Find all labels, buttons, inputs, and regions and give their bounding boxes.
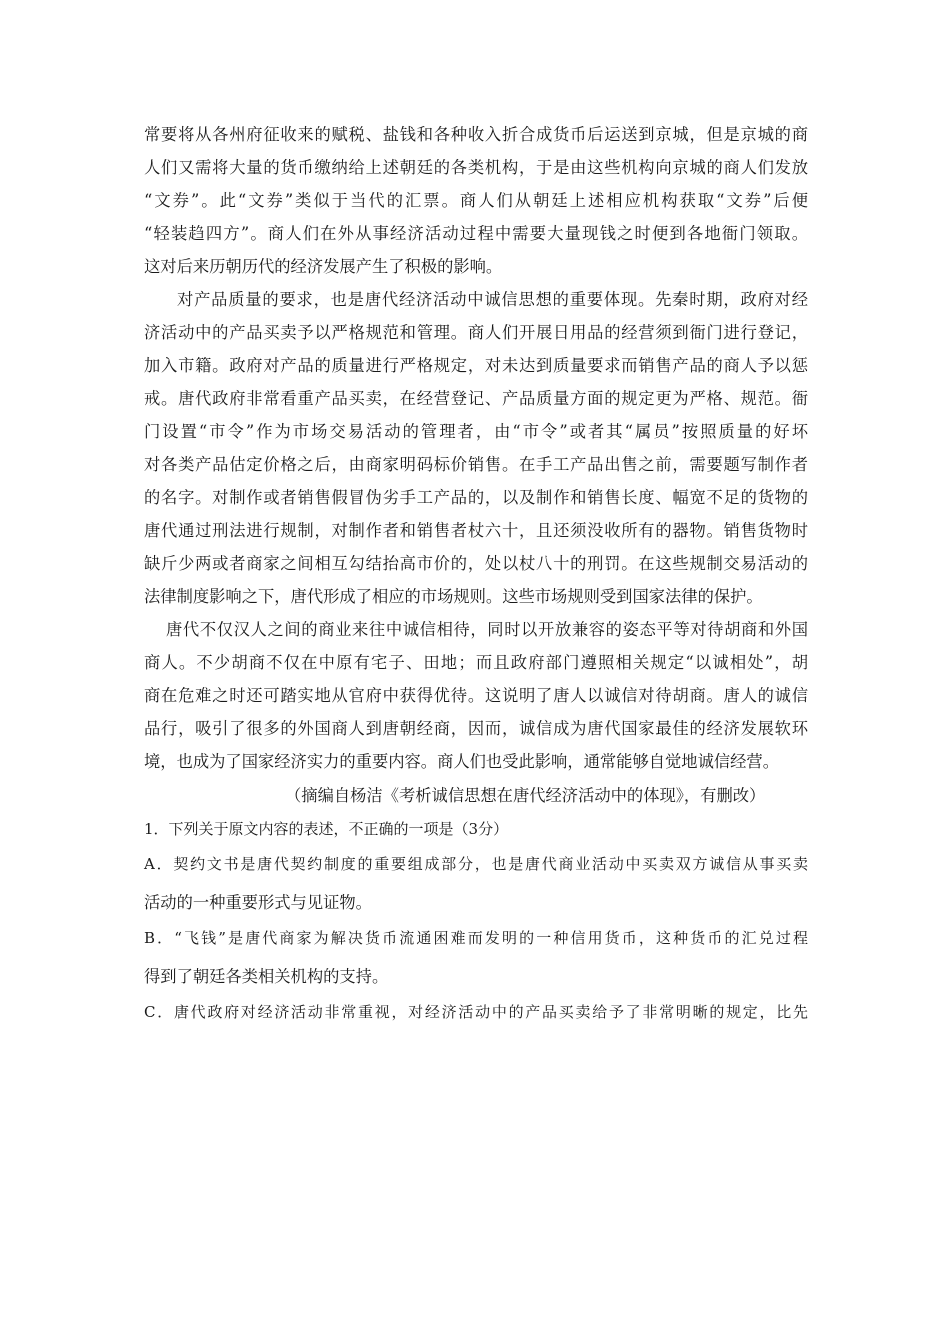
paragraph-3 [144, 613, 808, 778]
paragraph-line: 济活动中的产品买卖予以严格规范和管理。商人们开展日用品的经营须到衙门进行登记， [144, 323, 808, 342]
document-page [144, 118, 808, 1028]
paragraph-line: 唐代不仅汉人之间的商业来往中诚信相待，同时以开放兼容的姿态平等对待胡商和外国 [166, 620, 808, 639]
paragraph-line: 对各类产品估定价格之后，由商家明码标价销售。在手工产品出售之前，需要题写制作者 [144, 455, 808, 474]
option-line: 活动的一种重要形式与见证物。 [144, 893, 372, 912]
paragraph-line: “文券”。此“文券”类似于当代的汇票。商人们从朝廷上述相应机构获取“文券”后便 [144, 191, 808, 210]
option-line: 得到了朝廷各类相关机构的支持。 [144, 967, 389, 986]
source-citation: （摘编自杨洁《考析诚信思想在唐代经济活动中的体现》，有删改） [285, 786, 766, 805]
option-a [144, 849, 808, 919]
paragraph-line: 商在危难之时还可踏实地从官府中获得优待。这说明了唐人以诚信对待胡商。唐人的诚信 [144, 686, 808, 705]
paragraph-line: 境，也成为了国家经济实力的重要内容。商人们也受此影响，通常能够自觉地诚信经营。 [144, 752, 779, 771]
paragraph-line: 的名字。对制作或者销售假冒伪劣手工产品的，以及制作和销售长度、幅宽不足的货物的 [144, 488, 808, 507]
paragraph-line: 常要将从各州府征收来的赋税、盐钱和各种收入折合成货币后运送到京城，但是京城的商 [144, 125, 808, 144]
paragraph-line: 唐代通过刑法进行规制，对制作者和销售者杖六十，且还须没收所有的器物。销售货物时 [144, 521, 808, 540]
question-1 [144, 814, 808, 1028]
paragraph-line: 戒。唐代政府非常看重产品买卖，在经营登记、产品质量方面的规定更为严格、规范。衙 [144, 389, 808, 408]
paragraph-line: 加入市籍。政府对产品的质量进行严格规定，对未达到质量要求而销售产品的商人予以惩 [144, 356, 808, 375]
option-line: A．契约文书是唐代契约制度的重要组成部分，也是唐代商业活动中买卖双方诚信从事买卖 [144, 855, 808, 873]
paragraph-1 [144, 118, 808, 283]
paragraph-line: 门设置“市令”作为市场交易活动的管理者，由“市令”或者其“属员”按照质量的好坏 [144, 422, 808, 441]
paragraph-line: 法律制度影响之下，唐代形成了相应的市场规则。这些市场规则受到国家法律的保护。 [144, 587, 763, 606]
paragraph-line: 品行，吸引了很多的外国商人到唐朝经商，因而，诚信成为唐代国家最佳的经济发展软环 [144, 719, 808, 738]
paragraph-line: 人们又需将大量的货币缴纳给上述朝廷的各类机构，于是由这些机构向京城的商人们发放 [144, 158, 808, 177]
option-line: C．唐代政府对经济活动非常重视，对经济活动中的产品买卖给予了非常明晰的规定，比先 [144, 1003, 808, 1021]
paragraph-2 [144, 283, 808, 613]
option-line: B．“飞钱”是唐代商家为解决货币流通困难而发明的一种信用货币，这种货币的汇兑过程 [144, 929, 808, 947]
paragraph-line: 商人。不少胡商不仅在中原有宅子、田地；而且政府部门遵照相关规定“以诚相处”，胡 [144, 653, 808, 672]
option-b [144, 923, 808, 993]
paragraph-line: “轻装趋四方”。商人们在外从事经济活动过程中需要大量现钱之时便到各地衙门领取。 [144, 224, 808, 243]
question-stem: 1．下列关于原文内容的表述，不正确的一项是（3分） [144, 820, 509, 838]
paragraph-line: 这对后来历朝历代的经济发展产生了积极的影响。 [144, 257, 503, 276]
paragraph-line: 对产品质量的要求，也是唐代经济活动中诚信思想的重要体现。先秦时期，政府对经 [177, 290, 808, 309]
option-c [144, 997, 808, 1028]
paragraph-line: 缺斤少两或者商家之间相互勾结抬高市价的，处以杖八十的刑罚。在这些规制交易活动的 [144, 554, 808, 573]
